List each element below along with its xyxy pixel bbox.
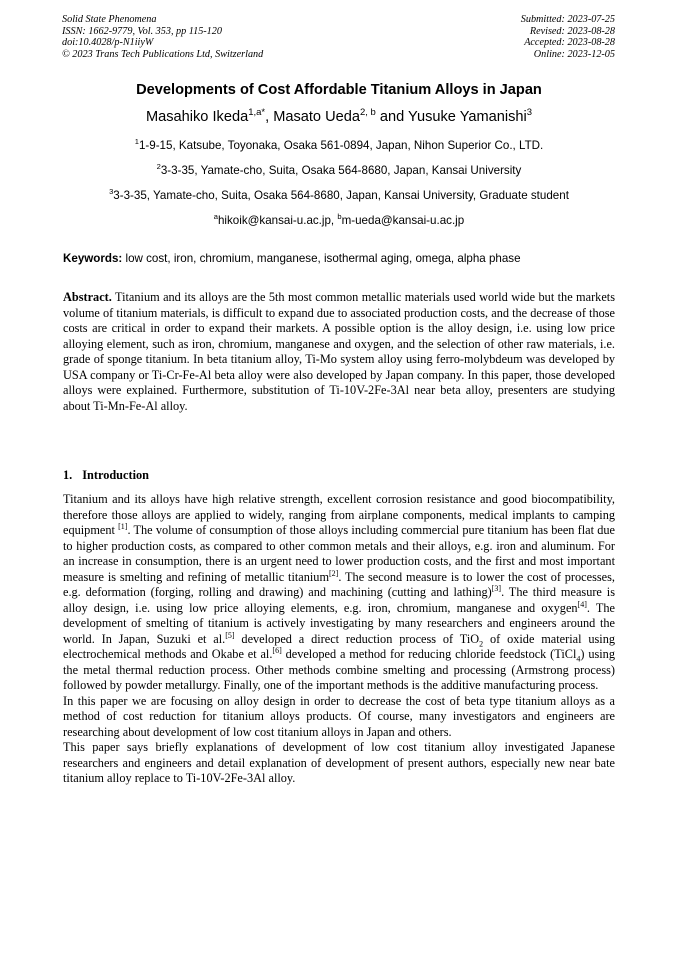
subscript: 4	[576, 654, 581, 664]
author-emails	[0, 214, 678, 227]
author-affiliation-mark: 3	[526, 107, 533, 119]
affiliation-mark: 2	[156, 162, 161, 172]
paper-title: Developments of Cost Affordable Titanium Alloys in Japan	[136, 82, 542, 98]
author-separator: ,	[265, 109, 274, 125]
email-mark: a	[213, 212, 218, 222]
author-affiliation-mark: 1,a*	[248, 107, 266, 119]
revised-date: Revised: 2023-08-28	[529, 25, 615, 37]
citation: [5]	[225, 630, 235, 640]
paragraph: This paper says briefly explanations of development of low cost titanium alloy investigated Japanese researchers and engineers and detail explanation of development of present authors, especially new near bate titanium alloy replace to Ti-10V-2Fe-3Al alloy.	[63, 740, 615, 785]
paragraph: In this paper we are focusing on alloy design in order to decrease the cost of beta type titanium alloys as a method of cost reduction for titanium alloys products. Of course, many investigators and engineers are researching about development of low cost titanium alloys in Japan and others.	[63, 693, 615, 739]
section-number: 1.	[63, 468, 73, 482]
author-separator: and	[375, 109, 409, 125]
keywords	[63, 252, 615, 265]
citation: [4]	[577, 599, 587, 609]
affiliation-text: 1-9-15, Katsube, Toyonaka, Osaka 561-0894, Japan, Nihon Superior Co., LTD.	[138, 139, 544, 152]
citation: [3]	[491, 583, 502, 593]
accepted-date: Accepted: 2023-08-28	[524, 37, 615, 49]
doi: doi:10.4028/p-N1iiyW	[62, 37, 154, 49]
affiliation-text: 3-3-35, Yamate-cho, Suita, Osaka 564-8680, Japan, Kansai University	[160, 164, 522, 177]
submitted-date: Submitted: 2023-07-25	[520, 14, 615, 25]
text-run: ) using the metal thermal reduction process. Other methods combine smelting and processing (Armstrong process) followed by powder metallurgy. Finally, one of the important methods is the additive manufacturing process.	[63, 647, 615, 692]
email-address: m-ueda@kansai-u.ac.jp	[341, 214, 465, 227]
section-title: Introduction	[82, 468, 149, 482]
email-address: hikoik@kansai-u.ac.jp,	[217, 214, 338, 227]
email-mark: b	[337, 212, 342, 222]
subscript: 2	[479, 638, 484, 648]
author-list	[0, 109, 678, 125]
publication-dates	[521, 14, 615, 60]
affiliation	[0, 189, 678, 202]
text-run: developed a direct reduction process of TiO	[234, 631, 480, 646]
text-run: . The second measure is to lower the cost of processes, e.g. deformation (forging, rolling and drawing) and machining (cutting and lathing)	[63, 569, 615, 599]
online-date: Online: 2023-12-05	[533, 48, 615, 60]
author-name: Masato Ueda	[273, 109, 360, 125]
keywords-text: low cost, iron, chromium, manganese, isothermal aging, omega, alpha phase	[122, 252, 521, 265]
text-run: developed a method for reducing chloride feedstock (TiCl	[281, 647, 577, 661]
affiliation-mark: 3	[109, 187, 114, 197]
text-run: . The third measure is alloy design, i.e. using low price alloying elements, e.g. iron, chromium, manganese and oxygen	[63, 585, 615, 615]
abstract	[63, 290, 615, 414]
abstract-text: Titanium and its alloys are the 5th most common metallic materials used world wide but the markets volume of titanium materials, is difficult to expand due to associated production costs, and the decrease of those costs are critical in order to expand their markets. A possible option is the alloy design, i.e. using low price alloying element, such as iron, chromium, manganese and oxygen, and the selection of other raw materials, i.e. grade of sponge titanium. In beta titanium alloy, Ti-Mo system alloy using ferro-molybdeum was developed by USA company or Ti-Cr-Fe-Al beta alloy were also developed by Japan company. In this paper, those developed alloys were explained. Furthermore, substitution of Ti-10V-2Fe-3Al near beta alloy, presenters are studying about Ti-Mn-Fe-Al alloy.	[63, 290, 615, 413]
text-run: . The volume of consumption of those alloys including commercial pure titanium has been flat due to higher production costs, as compared to other common metals and their alloys, e.g. iron and aluminum. For an increase in consumption, there is an urgent need to lower production costs, and the first and most important measure is smelting and refining of metallic titanium	[63, 523, 616, 584]
author-affiliation-mark: 2, b	[360, 107, 376, 119]
affiliation	[0, 139, 678, 152]
paragraph	[63, 492, 615, 694]
keywords-label: Keywords:	[63, 252, 123, 265]
citation: [2]	[329, 568, 339, 578]
text-run: Titanium and its alloys have high relative strength, excellent corrosion resistance and good biocompatibility, therefore those alloys are applied to widely, ranging from airplane components, medical implants to camping equipment	[63, 492, 615, 537]
affiliation-text: 3-3-35, Yamate-cho, Suita, Osaka 564-8680, Japan, Kansai University, Graduate student	[113, 189, 569, 202]
author-name: Yusuke Yamanishi	[408, 109, 527, 125]
journal-name: Solid State Phenomena	[62, 14, 157, 25]
citation: [6]	[272, 645, 282, 655]
text-run: of oxide material using electrochemical methods and Okabe et al.	[63, 631, 616, 661]
copyright: © 2023 Trans Tech Publications Ltd, Switzerland	[62, 48, 264, 60]
text-run: . The development of smelting of titanium is actively investigating by many researchers and engineers around the world. In Japan, Suzuki et al.	[63, 600, 615, 646]
author-name: Masahiko Ikeda	[145, 109, 249, 125]
affiliation-mark: 1	[134, 137, 139, 147]
section-heading	[63, 468, 149, 483]
introduction-body	[63, 492, 615, 787]
abstract-label: Abstract.	[63, 290, 112, 304]
citation: [1]	[118, 521, 128, 531]
journal-info	[62, 14, 263, 60]
affiliation	[0, 164, 678, 177]
issn-info: ISSN: 1662-9779, Vol. 353, pp 115-120	[62, 25, 222, 37]
